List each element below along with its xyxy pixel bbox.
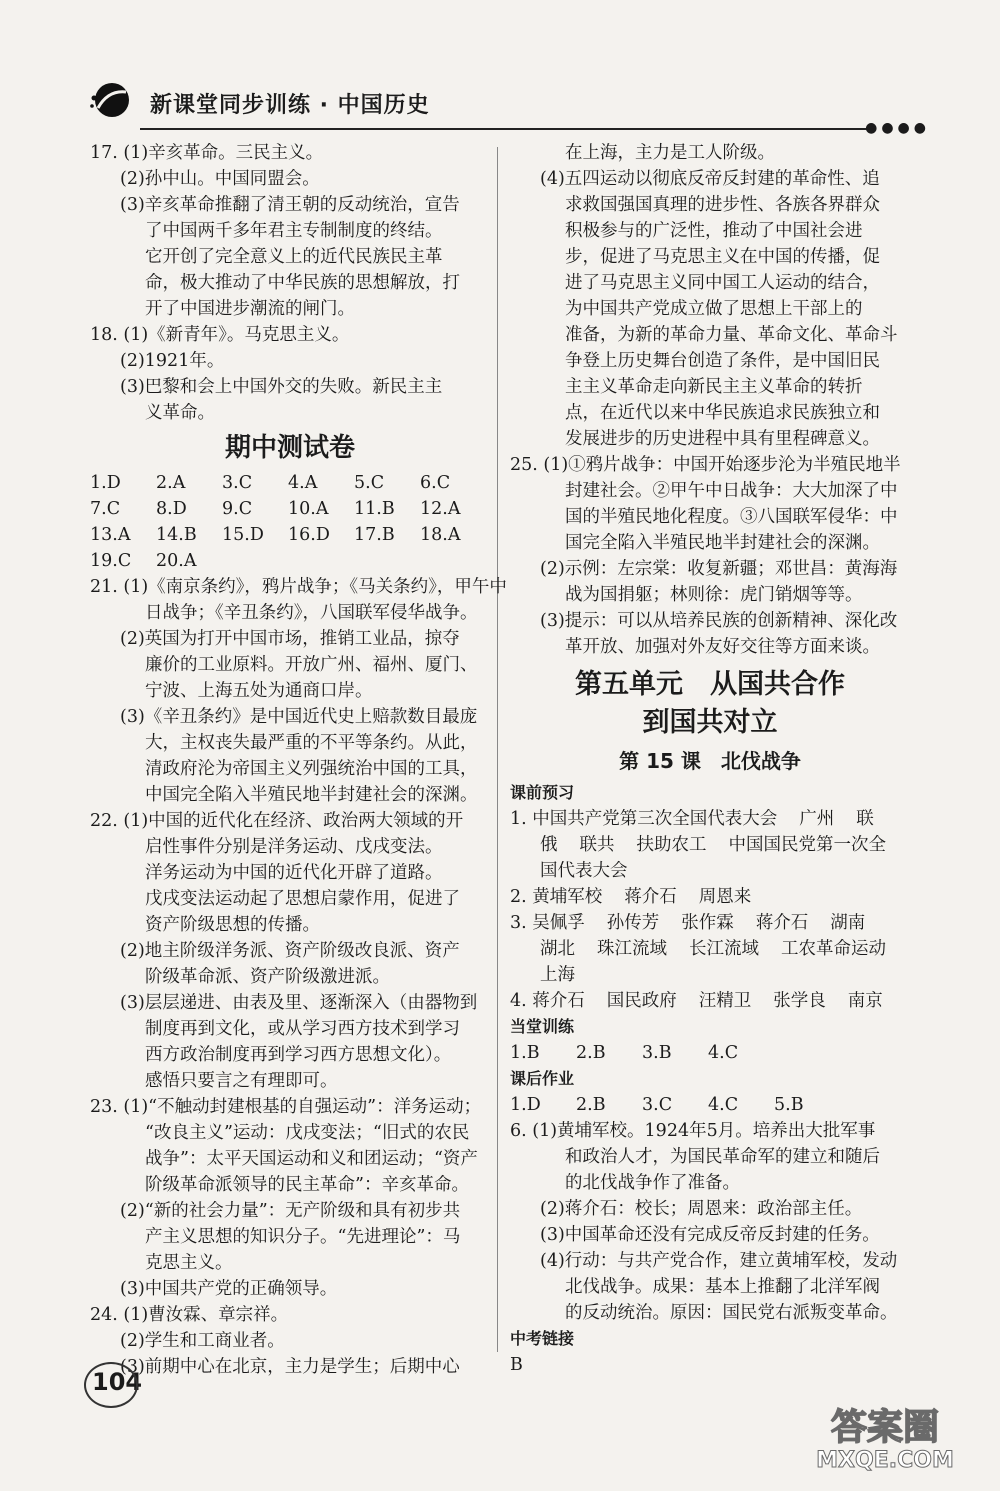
mc-answer: 1.D [510, 1095, 541, 1115]
header-dots-decoration: ●●●● [865, 120, 930, 136]
answer-item: 工农革命运动 [781, 939, 886, 959]
answer-line: 22. (1)中国的近代化在经济、政治两大领域的开 [90, 811, 464, 831]
question-25 [510, 452, 910, 660]
mc-answer: 4.C [708, 1043, 739, 1063]
mc-answer: 3.C [222, 473, 253, 493]
answer-item: 4. 蒋介石 [510, 991, 585, 1011]
answer-row [90, 522, 490, 548]
mc-answer: 10.A [288, 499, 329, 519]
lesson-title: 第 15 课 北伐战争 [619, 749, 801, 773]
page-number: 104 [92, 1368, 143, 1396]
answer-item: 1. 中国共产党第三次全国代表大会 [510, 809, 778, 829]
answer-line: (2)“新的社会力量”：无产阶级和具有初步共 [120, 1201, 461, 1221]
column-divider [497, 147, 498, 1352]
answer-line: 开了中国进步潮流的闸门。 [145, 299, 355, 319]
unit-title: 第五单元 从国共合作 [575, 669, 845, 700]
mc-answer: 12.A [420, 499, 461, 519]
multiple-choice-answers [90, 470, 490, 574]
answer-line: 争登上历史舞台创造了条件，是中国旧民 [565, 351, 880, 371]
mc-answer: 5.C [354, 473, 385, 493]
mc-answer: 9.C [222, 499, 253, 519]
answer-item: 广州 [799, 809, 835, 829]
mc-answer: 1.B [510, 1043, 540, 1063]
answer-item: 张作霖 [681, 913, 734, 933]
answer-line: (2)学生和工商业者。 [120, 1331, 285, 1351]
preview-answer-3-cont [510, 936, 910, 962]
answer-line: 资产阶级思想的传播。 [145, 915, 320, 935]
mc-answer: 6.C [420, 473, 451, 493]
answer-item: 中国国民党第一次全 [728, 835, 886, 855]
answer-line: (3)巴黎和会上中国外交的失败。新民主主 [120, 377, 443, 397]
answer-line: (3)辛亥革命推翻了清王朝的反动统治，宣告 [120, 195, 460, 215]
answer-item: 3. 吴佩孚 [510, 913, 585, 933]
answer-line: 准备，为新的革命力量、革命文化、革命斗 [565, 325, 898, 345]
preview-answer-2 [510, 884, 910, 910]
answer-item: 国代表大会 [540, 861, 628, 881]
answer-line: 封建社会。②甲午中日战争：大大加深了中 [565, 481, 898, 501]
preview-answer-3 [510, 910, 910, 936]
answer-line: 为中国共产党成立做了思想上干部上的 [565, 299, 863, 319]
exam-link-label: 中考链接 [510, 1329, 575, 1348]
answer-row [90, 496, 490, 522]
answer-line: 洋务运动为中国的近代化开辟了道路。 [145, 863, 443, 883]
answer-line: 18. (1)《新青年》。马克思主义。 [90, 325, 350, 345]
answer-item: 蒋介石 [624, 887, 677, 907]
answer-item: 联共 [579, 835, 615, 855]
answer-line: 主主义革命走向新民主主义革命的转折 [565, 377, 863, 397]
answer-line: 25. (1)①鸦片战争：中国开始逐步沦为半殖民地半 [510, 455, 901, 475]
answer-line: 产主义思想的知识分子。“先进理论”：马 [145, 1227, 461, 1247]
question-23 [90, 1094, 490, 1302]
mc-answer: 1.D [90, 473, 121, 493]
watermark-site: MXQE.COM [816, 1448, 954, 1473]
answer-line: 了中国两千多年君主专制制度的终结。 [145, 221, 443, 241]
answer-line: 感悟只要言之有理即可。 [145, 1071, 338, 1091]
mc-answer: 3.C [642, 1095, 673, 1115]
class-training-label: 当堂训练 [510, 1017, 575, 1036]
mc-answer: 19.C [90, 551, 132, 571]
mc-answer: 4.C [708, 1095, 739, 1115]
answer-line: 它开创了完全意义上的近代民族民主革 [145, 247, 443, 267]
question-17 [90, 140, 490, 322]
left-column [90, 140, 507, 1380]
answer-item: 2. 黄埔军校 [510, 887, 603, 907]
answer-item: 蒋介石 [755, 913, 809, 933]
answer-row [90, 470, 490, 496]
answer-line: 启性事件分别是洋务运动、戊戌变法。 [145, 837, 443, 857]
answer-line: 发展进步的历史进程中具有里程碑意义。 [565, 429, 880, 449]
answer-item: 南京 [847, 991, 883, 1011]
mc-answer: 15.D [222, 525, 264, 545]
preview-answer-4 [510, 988, 910, 1014]
answer-row [90, 548, 490, 574]
watermark-brand: 答案圈 [830, 1407, 940, 1448]
question-6 [510, 1118, 910, 1326]
mc-answer: 13.A [90, 525, 131, 545]
answer-line: 积极参与的广泛性，推动了中国社会进 [565, 221, 863, 241]
answer-item: 俄 [540, 835, 558, 855]
mc-answer: 18.A [420, 525, 461, 545]
homework-label: 课后作业 [510, 1069, 575, 1088]
question-18 [90, 322, 490, 426]
mc-answer: 16.D [288, 525, 330, 545]
answer-line: 进了马克思主义同中国工人运动的结合， [565, 273, 880, 293]
header-rule [140, 128, 870, 130]
preview-answer-1-cont [510, 858, 910, 884]
answer-line: (2)1921年。 [120, 351, 225, 371]
answer-line: 国完全陷入半殖民地半封建社会的深渊。 [565, 533, 880, 553]
answer-line: 命，极大推动了中华民族的思想解放，打 [145, 273, 460, 293]
answer-line: 清政府沦为帝国主义列强统治中国的工具， [145, 759, 478, 779]
mc-answer: 2.B [576, 1043, 606, 1063]
midterm-title: 期中测试卷 [224, 433, 355, 463]
answer-line: (2)地主阶级洋务派、资产阶级改良派、资产 [120, 941, 460, 961]
answer-line: 克思主义。 [145, 1253, 233, 1273]
answer-line: 廉价的工业原料。开放广州、福州、厦门、 [145, 655, 478, 675]
answer-line: 宁波、上海五处为通商口岸。 [145, 681, 373, 701]
answer-line: (2)示例：左宗棠：收复新疆；邓世昌：黄海海 [540, 559, 898, 579]
header-title: 新课堂同步训练 · 中国历史 [150, 93, 430, 118]
class-training-answers [510, 1040, 910, 1066]
answer-line: (3)层层递进、由表及里、逐渐深入（由器物到 [120, 993, 478, 1013]
answer-line: 点，在近代以来中华民族追求民族独立和 [565, 403, 880, 423]
answer-line: 步，促进了马克思主义在中国的传播，促 [565, 247, 880, 267]
mc-answer: 14.B [156, 525, 197, 545]
exam-link-answer: B [510, 1355, 523, 1375]
mc-answer: 3.B [642, 1043, 672, 1063]
answer-line: 制度再到文化，或从学习西方技术到学习 [145, 1019, 460, 1039]
answer-line: (2)英国为打开中国市场，推销工业品，掠夺 [120, 629, 460, 649]
answer-line: (4)行动：与共产党合作，建立黄埔军校，发动 [540, 1251, 898, 1271]
question-22 [90, 808, 490, 1094]
answer-item: 湖南 [830, 913, 866, 933]
question-24 [90, 1302, 490, 1380]
mc-answer: 20.A [156, 551, 197, 571]
mc-answer: 5.B [774, 1095, 804, 1115]
question-24-continued [510, 140, 910, 452]
homework-answers [510, 1092, 910, 1118]
answer-line: 北伐战争。成果：基本上推翻了北洋军阀 [565, 1277, 880, 1297]
page-header [80, 70, 930, 136]
answer-item: 张学良 [773, 991, 826, 1011]
answer-line: 大，主权丧失最严重的不平等条约。从此， [145, 733, 478, 753]
mc-answer: 2.A [156, 473, 186, 493]
preview-answer-1 [510, 806, 910, 832]
mc-answer: 7.C [90, 499, 121, 519]
answer-item: 扶助农工 [636, 835, 707, 855]
answer-line: (2)孙中山。中国同盟会。 [120, 169, 320, 189]
unit-title-line-2: 到国共对立 [642, 707, 778, 738]
answer-line: 的反动统治。原因：国民党右派叛变革命。 [565, 1303, 898, 1323]
answer-line: 6. (1)黄埔军校。1924年5月。培养出大批军事 [510, 1121, 876, 1141]
answer-line: 戊戌变法运动起了思想启蒙作用，促进了 [145, 889, 460, 909]
answer-line: 阶级革命派领导的民主革命”：辛亥革命。 [145, 1175, 469, 1195]
mc-answer: 11.B [354, 499, 395, 519]
mc-answer: 2.B [576, 1095, 606, 1115]
answer-item: 湖北 [540, 939, 575, 959]
answer-line: (2)蒋介石：校长；周恩来：政治部主任。 [540, 1199, 863, 1219]
answer-line: 17. (1)辛亥革命。三民主义。 [90, 143, 324, 163]
answer-item: 孙传芳 [606, 913, 660, 933]
answer-line: 23. (1)“不触动封建根基的自强运动”：洋务运动； [90, 1097, 482, 1117]
answer-line: 在上海，主力是工人阶级。 [565, 143, 775, 163]
mc-answer: 4.A [288, 473, 318, 493]
answer-line: 西方政治制度再到学习西方思想文化）。 [145, 1045, 452, 1065]
answer-line: 日战争；《辛丑条约》，八国联军侵华战争。 [145, 603, 478, 623]
answer-line: 求救国强国真理的进步性、各族各界群众 [565, 195, 880, 215]
answer-item: 长江流域 [689, 939, 759, 959]
answer-item: 上海 [540, 965, 575, 985]
answer-line: 国的半殖民地化程度。③八国联军侵华：中 [565, 507, 898, 527]
answer-line: “改良主义”运动：戊戌变法；“旧式的农民 [145, 1123, 470, 1143]
question-21 [90, 574, 507, 808]
answer-line: 战为国捐躯；林则徐：虎门销烟等等。 [565, 585, 863, 605]
mc-answer: 8.D [156, 499, 187, 519]
answer-line: 21. (1)《南京条约》，鸦片战争；《马关条约》，甲午中 [90, 577, 507, 597]
answer-line: 义革命。 [145, 403, 215, 423]
right-column [510, 140, 910, 1378]
preview-answer-1-cont [510, 832, 910, 858]
answer-line: (3)《辛丑条约》是中国近代史上赔款数目最庞 [120, 707, 478, 727]
watermark-logo-icon [800, 1395, 970, 1475]
answer-line: 革开放、加强对外友好交往等方面来谈。 [565, 637, 880, 657]
answer-line: (4)五四运动以彻底反帝反封建的革命性、追 [540, 169, 880, 189]
answer-line: 阶级革命派、资产阶级激进派。 [145, 967, 390, 987]
book-logo-icon [88, 78, 130, 120]
answer-item: 珠江流域 [597, 939, 667, 959]
answer-line: (3)提示：可以从培养民族的创新精神、深化改 [540, 611, 898, 631]
answer-line: 的北伐战争作了准备。 [565, 1173, 740, 1193]
answer-line: 中国完全陷入半殖民地半封建社会的深渊。 [145, 785, 478, 805]
answer-line: (3)中国共产党的正确领导。 [120, 1279, 338, 1299]
mc-answer: 17.B [354, 525, 395, 545]
answer-item: 汪精卫 [698, 991, 752, 1011]
answer-line: 战争”：太平天国运动和义和团运动；“资产 [145, 1149, 478, 1169]
answer-line: (3)前期中心在北京，主力是学生；后期中心 [120, 1357, 460, 1377]
answer-item: 国民政府 [606, 991, 677, 1011]
answer-line: 24. (1)曹汝霖、章宗祥。 [90, 1305, 289, 1325]
preview-label: 课前预习 [510, 783, 575, 802]
answer-item: 周恩来 [698, 887, 752, 907]
preview-answer-3-cont [510, 962, 910, 988]
answer-item: 联 [856, 809, 874, 829]
answer-line: (3)中国革命还没有完成反帝反封建的任务。 [540, 1225, 880, 1245]
answer-line: 和政治人才，为国民革命军的建立和随后 [565, 1147, 880, 1167]
